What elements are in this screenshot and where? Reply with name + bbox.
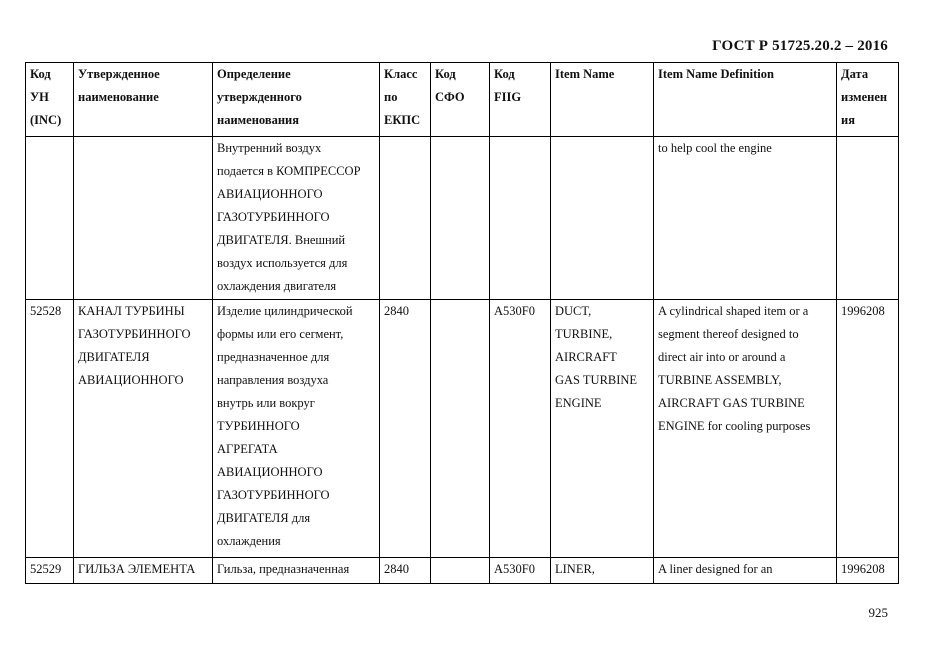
specification-table (25, 62, 899, 584)
cell-text-line: Внутренний воздух (217, 141, 322, 155)
header-text-line: Item Name (555, 67, 615, 81)
cell-text-line: ДВИГАТЕЛЯ. Внешний (217, 233, 346, 247)
cell-text-line: АВИАЦИОННОГО (217, 187, 323, 201)
header-text-line: СФО (435, 90, 465, 104)
cell-text-line: охлаждения двигателя (217, 279, 337, 293)
header-text-line: (INC) (30, 113, 62, 127)
cell-text-line: 2840 (384, 562, 409, 576)
header-text-line: изменен (841, 90, 888, 104)
cell-text-line: ДВИГАТЕЛЯ для (217, 511, 311, 525)
cell-item-name (551, 137, 654, 300)
cell-item-definition (654, 300, 837, 558)
cell-name-definition (213, 558, 380, 584)
header-text-line: Item Name Definition (658, 67, 774, 81)
cell-text-line: A530F0 (494, 304, 535, 318)
cell-text-line: Изделие цилиндрической (217, 304, 353, 318)
cell-text-line: AIRCRAFT GAS TURBINE (658, 396, 805, 410)
cell-inc (26, 300, 74, 558)
cell-text-line: direct air into or around a (658, 350, 786, 364)
cell-item-definition (654, 137, 837, 300)
header-change-date (837, 63, 899, 137)
header-text-line: по (384, 90, 398, 104)
cell-text-line: АГРЕГАТА (217, 442, 278, 456)
cell-text-line: ГИЛЬЗА ЭЛЕМЕНТА (78, 562, 196, 576)
table-row (26, 300, 899, 558)
cell-change-date (837, 137, 899, 300)
cell-approved-name (74, 558, 213, 584)
cell-approved-name (74, 300, 213, 558)
cell-text-line: ГАЗОТУРБИННОГО (78, 327, 191, 341)
cell-class-ekps (380, 558, 431, 584)
cell-text-line: segment thereof designed to (658, 327, 799, 341)
header-fiig-code (490, 63, 551, 137)
header-text-line: FIIG (494, 90, 522, 104)
cell-item-name (551, 300, 654, 558)
header-sfo-code (431, 63, 490, 137)
document-standard-title: ГОСТ Р 51725.20.2 – 2016 (712, 38, 888, 54)
cell-approved-name (74, 137, 213, 300)
header-text-line: наименование (78, 90, 159, 104)
header-item-name (551, 63, 654, 137)
header-inc (26, 63, 74, 137)
header-text-line: Код (30, 67, 51, 81)
cell-text-line: 52528 (30, 304, 62, 318)
cell-text-line: TURBINE ASSEMBLY, (658, 373, 782, 387)
header-name-definition (213, 63, 380, 137)
cell-sfo-code (431, 558, 490, 584)
table-row (26, 558, 899, 584)
cell-text-line: КАНАЛ ТУРБИНЫ (78, 304, 185, 318)
cell-text-line: ГАЗОТУРБИННОГО (217, 210, 330, 224)
table-row (26, 137, 899, 300)
cell-text-line: Гильза, предназначенная (217, 562, 350, 576)
cell-name-definition (213, 300, 380, 558)
header-approved-name (74, 63, 213, 137)
header-item-definition (654, 63, 837, 137)
header-text-line: УН (30, 90, 49, 104)
cell-text-line: формы или его сегмент, (217, 327, 344, 341)
cell-item-definition (654, 558, 837, 584)
cell-text-line: воздух используется для (217, 256, 348, 270)
header-text-line: Утвержденное (78, 67, 160, 81)
header-text-line: Определение (217, 67, 291, 81)
cell-text-line: направления воздуха (217, 373, 329, 387)
header-text-line: Дата (841, 67, 869, 81)
cell-text-line: охлаждения (217, 534, 281, 548)
cell-text-line: АВИАЦИОННОГО (78, 373, 184, 387)
cell-sfo-code (431, 137, 490, 300)
cell-text-line: TURBINE, (555, 327, 613, 341)
header-text-line: утвержденного (217, 90, 302, 104)
cell-text-line: ДВИГАТЕЛЯ (78, 350, 150, 364)
cell-text-line: 1996208 (841, 562, 885, 576)
page-number: 925 (868, 605, 888, 620)
cell-text-line: LINER, (555, 562, 595, 576)
cell-text-line: внутрь или вокруг (217, 396, 315, 410)
cell-text-line: GAS TURBINE (555, 373, 638, 387)
cell-class-ekps (380, 137, 431, 300)
cell-text-line: A cylindrical shaped item or a (658, 304, 809, 318)
header-text-line: Код (435, 67, 456, 81)
cell-text-line: предназначенное для (217, 350, 330, 364)
cell-text-line: DUCT, (555, 304, 592, 318)
header-text-line: Класс (384, 67, 418, 81)
cell-text-line: A530F0 (494, 562, 535, 576)
header-text-line: Код (494, 67, 515, 81)
header-text-line: ия (841, 113, 855, 127)
cell-text-line: подается в КОМПРЕССОР (217, 164, 361, 178)
cell-inc (26, 137, 74, 300)
cell-change-date (837, 300, 899, 558)
cell-text-line: 1996208 (841, 304, 885, 318)
cell-text-line: ТУРБИННОГО (217, 419, 300, 433)
cell-change-date (837, 558, 899, 584)
header-text-line: наименования (217, 113, 300, 127)
cell-fiig-code (490, 137, 551, 300)
cell-text-line: ENGINE for cooling purposes (658, 419, 811, 433)
cell-text-line: A liner designed for an (658, 562, 773, 576)
cell-class-ekps (380, 300, 431, 558)
cell-text-line: 52529 (30, 562, 62, 576)
cell-name-definition (213, 137, 380, 300)
cell-text-line: AIRCRAFT (555, 350, 617, 364)
table-header-row (26, 63, 899, 137)
cell-sfo-code (431, 300, 490, 558)
cell-inc (26, 558, 74, 584)
cell-text-line: to help cool the engine (658, 141, 772, 155)
cell-fiig-code (490, 300, 551, 558)
header-text-line: ЕКПС (384, 113, 421, 127)
header-class-ekps (380, 63, 431, 137)
cell-text-line: ENGINE (555, 396, 602, 410)
cell-text-line: ГАЗОТУРБИННОГО (217, 488, 330, 502)
cell-text-line: АВИАЦИОННОГО (217, 465, 323, 479)
cell-item-name (551, 558, 654, 584)
cell-text-line: 2840 (384, 304, 409, 318)
cell-fiig-code (490, 558, 551, 584)
